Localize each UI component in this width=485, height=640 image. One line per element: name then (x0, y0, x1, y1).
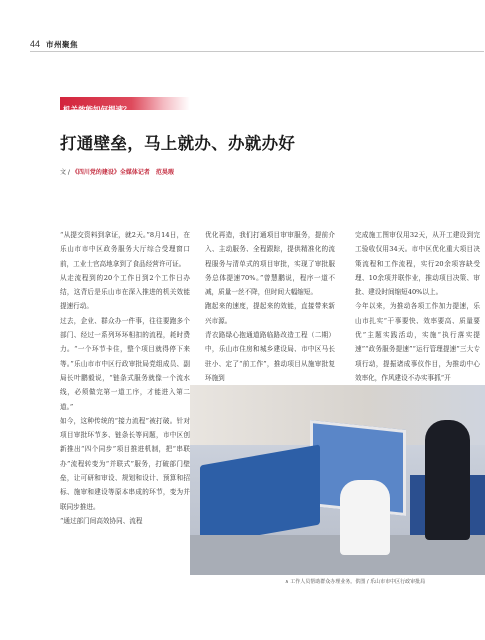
byline (60, 167, 174, 176)
photo-counter (190, 535, 485, 575)
header-divider (30, 51, 484, 52)
paragraph: 青衣路绿心抱通道路临路改造工程（二期）中，乐山市住房和城乡建设局、市中区马长驻小、定了“前工作”，推动项目从施审批复环施到 (205, 331, 335, 382)
text-column-2 (205, 228, 335, 385)
text-column-3 (355, 228, 480, 385)
photo-staff-member (425, 420, 470, 540)
page-header (30, 38, 78, 50)
section-label-bar (60, 97, 190, 114)
photo-caption: ∧ 工作人员帮助群众办理业务。供图 / 乐山市市中区行政审批局 (285, 579, 426, 585)
byline-prefix: 文 / (60, 169, 72, 176)
paragraph: 从走流程到的20个工作日到2个工作日办结，这背后是乐山市在深入推进的机关效能提速行动。 (60, 273, 190, 311)
paragraph: 跑起来的速度，提起来的效能，直接带来新兴市源。 (205, 302, 335, 325)
section-label: 机关效能如何提速？ (63, 105, 131, 114)
column-name: 市州聚焦 (46, 39, 79, 49)
paragraph: 完成施工图审仅用32天，从开工建设到完工验收仅用34天。市中区优化重大项目决策流程和工作流程，实行20余项容缺受理、10余项并联作业，推动项目决策、审批、建设时间缩短40%以上。 (355, 231, 480, 297)
paragraph: 过去，企业、群众办一件事，往往要跑多个部门、经过一系列环环相扣的流程，耗时费力。“一个环节卡住，整个项目就得停下来等。”乐山市市中区行政审批局党组成员、副局长叶鹏毅说，“链条式服务就像一个流水线，必须做完第一道工序，才能进入第二道。” (60, 316, 190, 411)
paragraph: 今年以来，为推动各项工作加力提速，乐山市扎实“干事要快、效率要高、质量要优”主题实践活动，实施“执行落实提速”“政务服务提速”“运行管理提速”三大专项行动，提振诸成事仪作目，为推动中心效率化，作风建设不办实事抓“开 (355, 302, 480, 382)
paragraph: “从提交资料到拿证，就2天。”8月14日，在乐山市市中区政务服务大厅综合受理窗口前，工业士官高地拿到了食品经营许可证。 (60, 231, 190, 268)
article-title: 打通壁垒，马上就办、办就办好 (60, 134, 296, 153)
paragraph: “通过部门间高效协同、流程 (60, 516, 143, 525)
page-number: 44 (30, 39, 41, 49)
paragraph: 优化再造，我们打通项目审审服务，提前介入、主动服务、全程跟踪，提供精准化的流程服务与清单式的项目审批，实现了审批服务总体提速70%。”曾慧鹏说，程序一道不减，质量一丝不降，但时间大幅缩短。 (205, 231, 335, 297)
article-photo (190, 385, 485, 575)
photo-kiosk (200, 444, 320, 545)
text-column-1 (60, 228, 190, 528)
photo-citizen (340, 480, 390, 555)
paragraph: 如今，这种传统的“接力流程”被打破。针对项目审批环节多、链条长等问题，市中区创新推出“四个同步”项目推进机制，把“串联办”流程转变为“并联式”服务，打破部门壁垒，让可研和审设、规划和设计、预算和招标、施审和建设等原本串成的环节，变为并联同步推进。 (60, 416, 190, 511)
byline-source: 《四川党的建设》全媒体记者 范昊瑕 (71, 169, 174, 176)
